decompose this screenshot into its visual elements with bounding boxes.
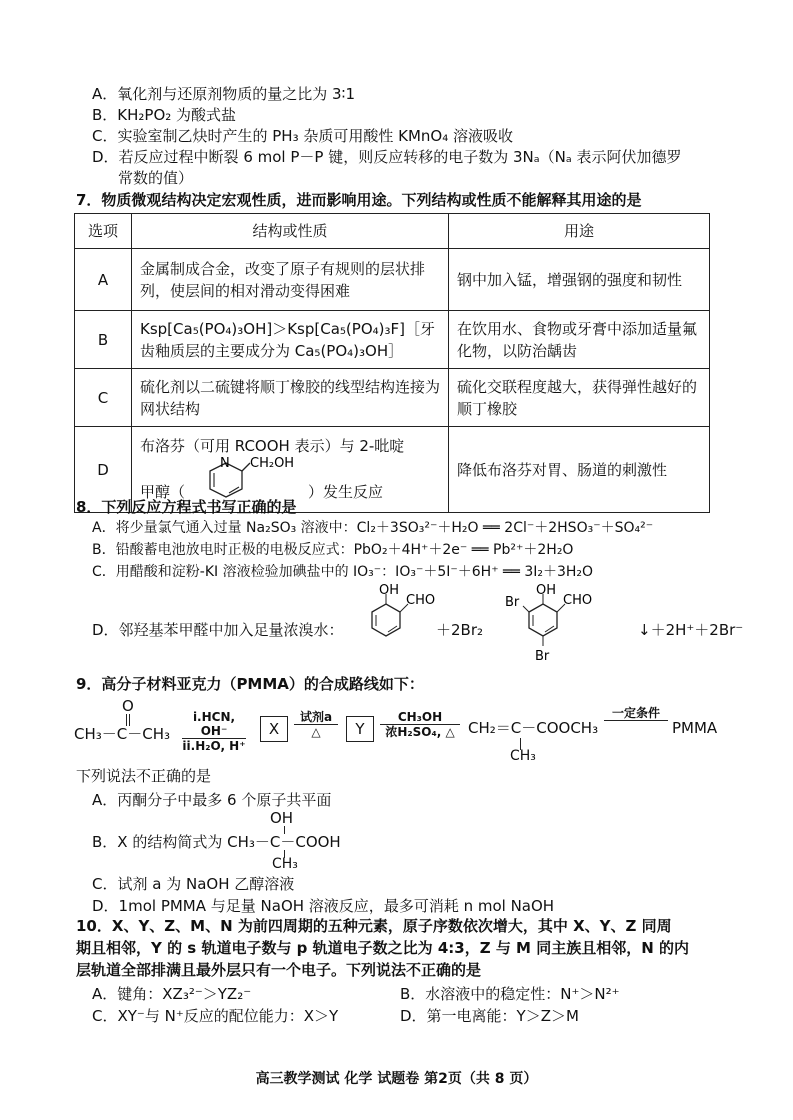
- row-use: 钢中加入锰，增强钢的强度和韧性: [449, 249, 710, 311]
- q8-option-a: A．将少量氯气通入过量 Na₂SO₃ 溶液中：Cl₂＋3SO₃²⁻＋H₂O ══ 2Cl⁻＋2HSO₃⁻＋SO₄²⁻: [92, 520, 654, 536]
- pmma-label: PMMA: [672, 719, 718, 737]
- mma-formula: CH₂＝C－COOCH₃: [468, 719, 599, 737]
- row-structure-line2b: ）发生反应: [308, 482, 384, 501]
- table-header: 用途: [449, 214, 710, 249]
- arrow-2-condition-bottom: △: [311, 725, 321, 739]
- q9-synthesis-route: [74, 696, 734, 764]
- oh-label: OH: [536, 583, 557, 598]
- cho-label: CHO: [406, 593, 436, 608]
- table-header-row: [75, 214, 710, 249]
- arrow-3-condition-bottom: 浓H₂SO₄, △: [385, 725, 455, 739]
- q8-option-d-text: D．邻羟基苯甲醛中加入足量浓溴水：: [92, 621, 344, 639]
- row-option: D: [75, 427, 132, 513]
- arrow-4-condition-top: 一定条件: [604, 706, 668, 721]
- row-option: C: [75, 369, 132, 427]
- q7-stem: 7．物质微观结构决定宏观性质，进而影响用途。下列结构或性质不能解释其用途的是: [76, 191, 642, 209]
- q7-table: [74, 213, 710, 513]
- q9-option-d: D．1mol PMMA 与足量 NaOH 溶液反应，最多可消耗 n mol NaOH: [92, 897, 555, 915]
- q6-option-c: C．实验室制乙炔时产生的 PH₃ 杂质可用酸性 KMnO₄ 溶液吸收: [92, 127, 513, 145]
- q10-option-b: B．水溶液中的稳定性：N⁺＞N²⁺: [400, 985, 620, 1003]
- q8-option-b: B．铅酸蓄电池放电时正极的电极反应式：PbO₂＋4H⁺＋2e⁻ ══ Pb²⁺＋2H₂O: [92, 542, 574, 558]
- dibromo-salicylaldehyde-structure: [505, 582, 635, 670]
- reaction-arrow-4: [604, 706, 668, 721]
- reaction-arrow-2: [294, 710, 338, 739]
- arrow-2-condition-top: 试剂a: [294, 710, 338, 725]
- q10-stem-line3: 层轨道全部排满且最外层只有一个电子。下列说法不正确的是: [76, 961, 482, 979]
- table-row: [75, 311, 710, 369]
- q9-option-a: A．丙酮分子中最多 6 个原子共平面: [92, 791, 332, 809]
- acetone-formula: CH₃－C－CH₃: [74, 725, 171, 743]
- q10-stem-line2: 期且相邻，Y 的 s 轨道电子数与 p 轨道电子数之比为 4:3，Z 与 M 同主族且相邻，N 的内: [76, 939, 689, 957]
- row-use: 在饮用水、食物或牙膏中添加适量氟化物，以防治龋齿: [449, 311, 710, 369]
- salicylaldehyde-structure: [352, 582, 436, 652]
- q8-option-d-reagent: ＋2Br₂: [436, 621, 484, 639]
- q6-option-a: A．氧化剂与还原剂物质的量之比为 3∶1: [92, 85, 356, 103]
- q6-option-b: B．KH₂PO₂ 为酸式盐: [92, 106, 237, 124]
- q9-option-c: C．试剂 a 为 NaOH 乙醇溶液: [92, 875, 295, 893]
- compound-x-box: X: [260, 716, 288, 742]
- row-structure: 金属制成合金，改变了原子有规则的层状排列，使层间的相对滑动变得困难: [132, 249, 449, 311]
- oh-label: OH: [379, 583, 400, 598]
- br-label: Br: [535, 649, 550, 664]
- q10-option-c: C．XY⁻与 N⁺反应的配位能力：X＞Y: [92, 1007, 339, 1025]
- row-option: B: [75, 311, 132, 369]
- q9-subquestion: 下列说法不正确的是: [76, 767, 212, 785]
- reaction-arrow-3: [380, 710, 460, 739]
- reaction-arrow-1: [182, 710, 246, 753]
- q10-option-a: A．键角：XZ₃²⁻＞YZ₂⁻: [92, 985, 252, 1003]
- row-structure-line1: 布洛芬（可用 RCOOH 表示）与 2-吡啶: [140, 436, 405, 455]
- q9-stem: 9．高分子材料亚克力（PMMA）的合成路线如下：: [76, 675, 424, 693]
- row-structure: Ksp[Ca₅(PO₄)₃OH]＞Ksp[Ca₅(PO₄)₃F]［牙齿釉质层的主要成分为 Ca₅(PO₄)₃OH］: [132, 311, 449, 369]
- table-row: [75, 369, 710, 427]
- q9-option-b-oh: OH: [270, 809, 294, 827]
- br-label: Br: [505, 595, 520, 610]
- row-use: 降低布洛芬对胃、肠道的刺激性: [449, 427, 710, 513]
- q10-stem-line1: 10．X、Y、Z、M、N 为前四周期的五种元素，原子序数依次增大，其中 X、Y、Z 同周: [76, 917, 672, 935]
- methyl-label: CH₃: [510, 748, 536, 764]
- row-option: A: [75, 249, 132, 311]
- q6-option-d-line2: 常数的值）: [118, 169, 194, 187]
- arrow-1-condition-top: i.HCN, OH⁻: [182, 710, 246, 739]
- q6-option-d-line1: D．若反应过程中断裂 6 mol P－P 键，则反应转移的电子数为 3Nₐ（Nₐ 表示阿伏加德罗: [92, 148, 682, 166]
- q8-stem: 8．下列反应方程式书写正确的是: [76, 498, 297, 516]
- arrow-3-condition-top: CH₃OH: [380, 710, 460, 725]
- row-use: 硫化交联程度越大，获得弹性越好的顺丁橡胶: [449, 369, 710, 427]
- q9-option-b-ch3: CH₃: [272, 856, 298, 872]
- q8-option-d-products: ↓＋2H⁺＋2Br⁻: [638, 621, 744, 639]
- row-structure: 硫化剂以二硫键将顺丁橡胶的线型结构连接为网状结构: [132, 369, 449, 427]
- compound-y-box: Y: [346, 716, 374, 742]
- page-footer: 高三教学测试 化学 试题卷 第2页（共 8 页）: [255, 1071, 538, 1087]
- q8-option-c: C．用醋酸和淀粉-KI 溶液检验加碘盐中的 IO₃⁻：IO₃⁻＋5I⁻＋6H⁺ ══ 3I₂＋3H₂O: [92, 564, 594, 580]
- row-structure-line2a: 甲醇（: [140, 482, 186, 501]
- table-header: 结构或性质: [132, 214, 449, 249]
- ch2oh-label: CH₂OH: [250, 455, 295, 471]
- arrow-1-condition-bottom: ii.H₂O, H⁺: [182, 739, 246, 753]
- cho-label: CHO: [563, 593, 593, 608]
- q9-option-b: B．X 的结构简式为 CH₃－C－COOH: [92, 833, 341, 851]
- table-header: 选项: [75, 214, 132, 249]
- carbonyl-o-label: O: [122, 697, 134, 715]
- table-row: [75, 249, 710, 311]
- q10-option-d: D．第一电离能：Y＞Z＞M: [400, 1007, 579, 1025]
- ring-n-label: N: [220, 455, 230, 471]
